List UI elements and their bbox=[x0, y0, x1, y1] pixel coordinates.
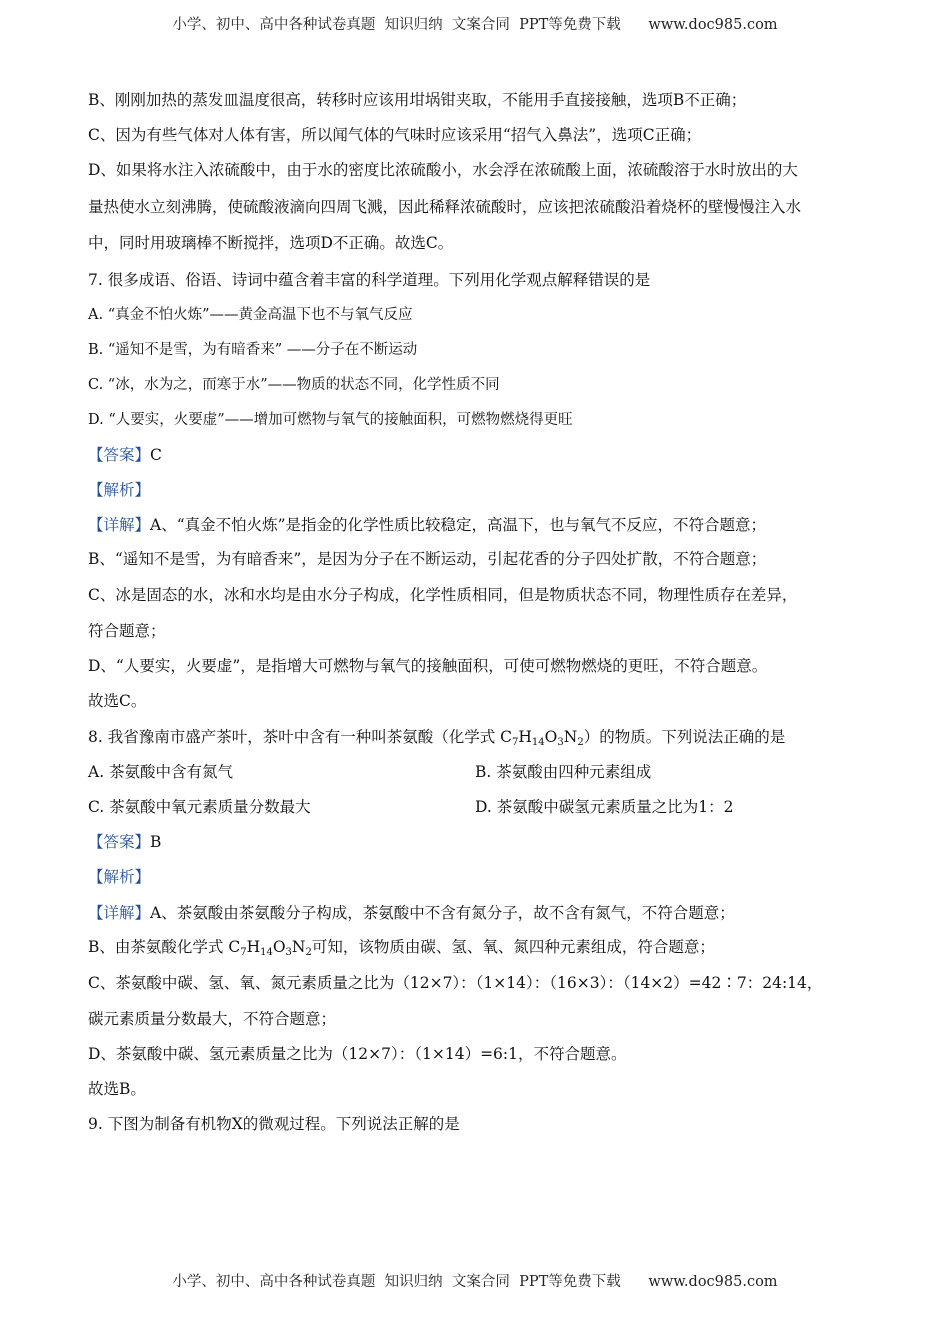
q7-option-a: A. “真金不怕火炼”——黄金高温下也不与氧气反应 bbox=[88, 307, 413, 323]
q8-option-c: C. 茶氨酸中氧元素质量分数最大 bbox=[88, 798, 311, 816]
q7-option-b: B. “遥知不是雪，为有暗香来” ——分子在不断运动 bbox=[88, 342, 418, 358]
q7-conclusion: 故选C。 bbox=[88, 692, 147, 710]
q8-conclusion: 故选B。 bbox=[88, 1080, 146, 1098]
q7-explanation-a bbox=[88, 515, 766, 535]
page-footer: 小学、初中、高中各种试卷真题 知识归纳 文案合同 PPT等免费下载 www.doc985.com bbox=[172, 1274, 778, 1290]
page-header: 小学、初中、高中各种试卷真题 知识归纳 文案合同 PPT等免费下载 www.doc985.com bbox=[172, 17, 778, 33]
q7-option-d: D. “人要实，火要虚”——增加可燃物与氧气的接触面积，可燃物燃烧得更旺 bbox=[88, 412, 573, 428]
q7-answer bbox=[88, 445, 162, 465]
q6-explanation-b: B、刚刚加热的蒸发皿温度很高，转移时应该用坩埚钳夹取，不能用手直接接触，选项B不正确； bbox=[88, 91, 747, 109]
answer-value: B bbox=[150, 833, 162, 851]
q9-stem: 9. 下图为制备有机物X的微观过程。下列说法正解的是 bbox=[88, 1115, 460, 1133]
q7-option-c: C. “冰，水为之，而寒于水”——物质的状态不同，化学性质不同 bbox=[88, 377, 500, 393]
q7-explanation-c-line2: 符合题意； bbox=[88, 622, 166, 640]
q7-stem: 7. 很多成语、俗语、诗词中蕴含着丰富的科学道理。下列用化学观点解释错误的是 bbox=[88, 271, 651, 289]
q6-explanation-c: C、因为有些气体对人体有害，所以闻气体的气味时应该采用“招气入鼻法”，选项C正确； bbox=[88, 126, 702, 144]
q8-answer bbox=[88, 832, 161, 852]
answer-tag: 【答案】 bbox=[88, 833, 151, 851]
q8-option-a: A. 茶氨酸中含有氮气 bbox=[88, 763, 234, 781]
q8-explanation-c-line1: C、茶氨酸中碳、氢、氧、氮元素质量之比为（12×7）：（1×14）：（16×3）：（14×2）=42∶7：24:14， bbox=[88, 974, 823, 992]
explanation-text: A、“真金不怕火炼”是指金的化学性质比较稳定，高温下，也与氧气不反应，不符合题意； bbox=[150, 516, 767, 534]
q7-analysis-tag bbox=[88, 480, 150, 500]
q6-explanation-d-line2: 量热使水立刻沸腾，使硫酸液滴向四周飞溅，因此稀释浓硫酸时，应该把浓硫酸沿着烧杯的壁慢慢注入水 bbox=[88, 198, 802, 216]
analysis-tag: 【解析】 bbox=[88, 481, 151, 499]
q7-explanation-d: D、“人要实，火要虚”，是指增大可燃物与氧气的接触面积，可使可燃物燃烧的更旺，不符合题意。 bbox=[88, 657, 768, 675]
q8-option-b: B. 茶氨酸由四种元素组成 bbox=[475, 763, 652, 781]
analysis-tag: 【解析】 bbox=[88, 868, 151, 886]
q8-stem: 8. 我省豫南市盛产茶叶，茶叶中含有一种叫茶氨酸（化学式 $C_7H_{14}O_3N_2$）的物质。下列说法正确的是 bbox=[88, 728, 786, 748]
q8-explanation-c-line2: 碳元素质量分数最大，不符合题意； bbox=[88, 1010, 337, 1028]
q7-explanation-c-line1: C、冰是固态的水，冰和水均是由水分子构成，化学性质相同，但是物质状态不同，物理性质存在差异， bbox=[88, 586, 798, 604]
detail-tag: 【详解】 bbox=[88, 516, 151, 534]
answer-value: C bbox=[150, 446, 162, 464]
q8-explanation-d: D、茶氨酸中碳、氢元素质量之比为（12×7）：（1×14）=6:1，不符合题意。 bbox=[88, 1045, 627, 1063]
q7-explanation-b: B、“遥知不是雪，为有暗香来”，是因为分子在不断运动，引起花香的分子四处扩散，不符合题意； bbox=[88, 550, 767, 568]
q8-explanation-b: B、由茶氨酸化学式 $C_7H_{14}O_3N_2$可知，该物质由碳、氢、氧、氮四种元素组成，符合题意； bbox=[88, 938, 715, 958]
explanation-text: A、茶氨酸由茶氨酸分子构成，茶氨酸中不含有氮分子，故不含有氮气，不符合题意； bbox=[150, 904, 735, 922]
q8-analysis-tag bbox=[88, 867, 150, 887]
q6-explanation-d-line3: 中，同时用玻璃棒不断搅拌，选项D不正确。故选C。 bbox=[88, 234, 454, 252]
answer-tag: 【答案】 bbox=[88, 446, 151, 464]
detail-tag: 【详解】 bbox=[88, 904, 151, 922]
q8-explanation-a bbox=[88, 903, 735, 923]
q6-explanation-d-line1: D、如果将水注入浓硫酸中，由于水的密度比浓硫酸小，水会浮在浓硫酸上面，浓硫酸溶于水时放出的大 bbox=[88, 161, 798, 179]
q8-option-d: D. 茶氨酸中碳氢元素质量之比为1：2 bbox=[475, 798, 734, 816]
